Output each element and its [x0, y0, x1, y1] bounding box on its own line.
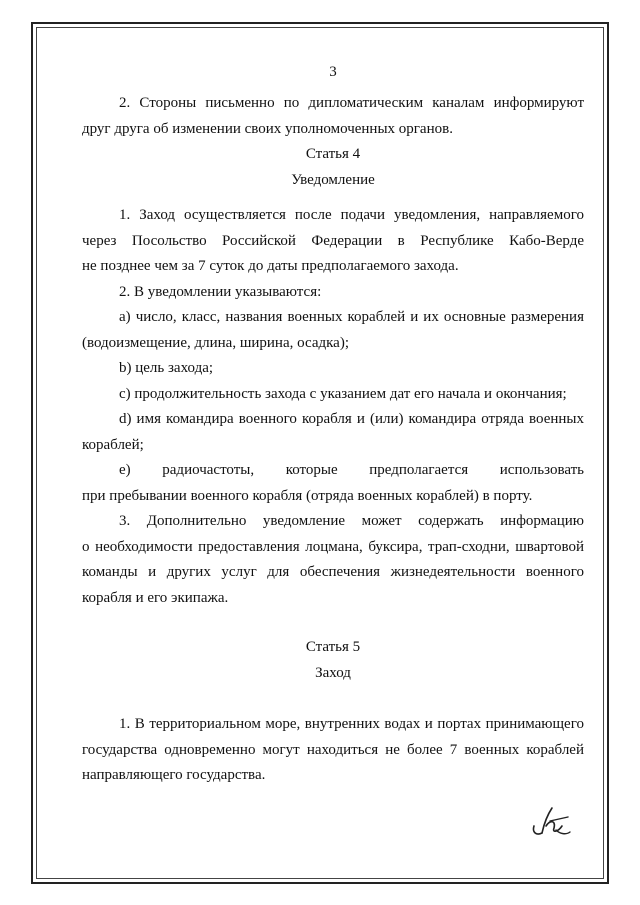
- text-line: государства одновременно могут находиться не более 7 военных кораблей: [82, 741, 584, 758]
- text-line: c) продолжительность захода с указанием дат его начала и окончания;: [119, 385, 567, 402]
- page-number: 3: [329, 64, 337, 80]
- spacer: [82, 686, 584, 712]
- article-heading: Заход: [315, 664, 351, 681]
- text-line: 3. Дополнительно уведомление может содержать информацию: [119, 513, 584, 529]
- text-blocks: [82, 91, 584, 789]
- handwritten-initials: [528, 802, 574, 840]
- text-line: через Посольство Российской Федерации в Республике Кабо-Верде: [82, 232, 584, 249]
- text-line: 2. В уведомлении указываются:: [119, 283, 322, 300]
- text-line: e) радиочастоты, которые предполагается использовать: [119, 462, 584, 478]
- article-heading: Статья 5: [305, 639, 361, 655]
- spacer: [82, 611, 584, 635]
- text-line: 2. Стороны письменно по дипломатическим каналам информируют: [119, 95, 584, 111]
- text-line: команды и других услуг для обеспечения жизнедеятельности военного: [82, 564, 584, 580]
- spacer: [82, 193, 584, 203]
- text-line: кораблей;: [82, 436, 144, 453]
- text-line: d) имя командира военного корабля и (или) командира отряда военных: [119, 411, 584, 427]
- text-line: о необходимости предоставления лоцмана, буксира, трап-сходни, швартовой: [82, 538, 584, 555]
- text-line: b) цель захода;: [119, 360, 214, 376]
- article-heading: Уведомление: [291, 171, 375, 188]
- text-line: 1. Заход осуществляется после подачи уведомления, направляемого: [119, 207, 584, 223]
- text-line: 1. В территориальном море, внутренних водах и портах принимающего: [119, 716, 584, 732]
- text-line: при пребывании военного корабля (отряда военных кораблей) в порту.: [82, 487, 533, 504]
- article-heading: Статья 4: [305, 146, 361, 162]
- text-line: (водоизмещение, длина, ширина, осадка);: [82, 334, 349, 351]
- document-body: [82, 56, 584, 789]
- text-line: a) число, класс, названия военных кораблей и их основные размерения: [119, 309, 584, 325]
- text-line: не позднее чем за 7 суток до даты предполагаемого захода.: [82, 258, 459, 274]
- text-line: направляющего государства.: [82, 767, 266, 783]
- text-line: друг друга об изменении своих уполномоченных органов.: [82, 120, 453, 137]
- text-line: корабля и его экипажа.: [82, 589, 229, 606]
